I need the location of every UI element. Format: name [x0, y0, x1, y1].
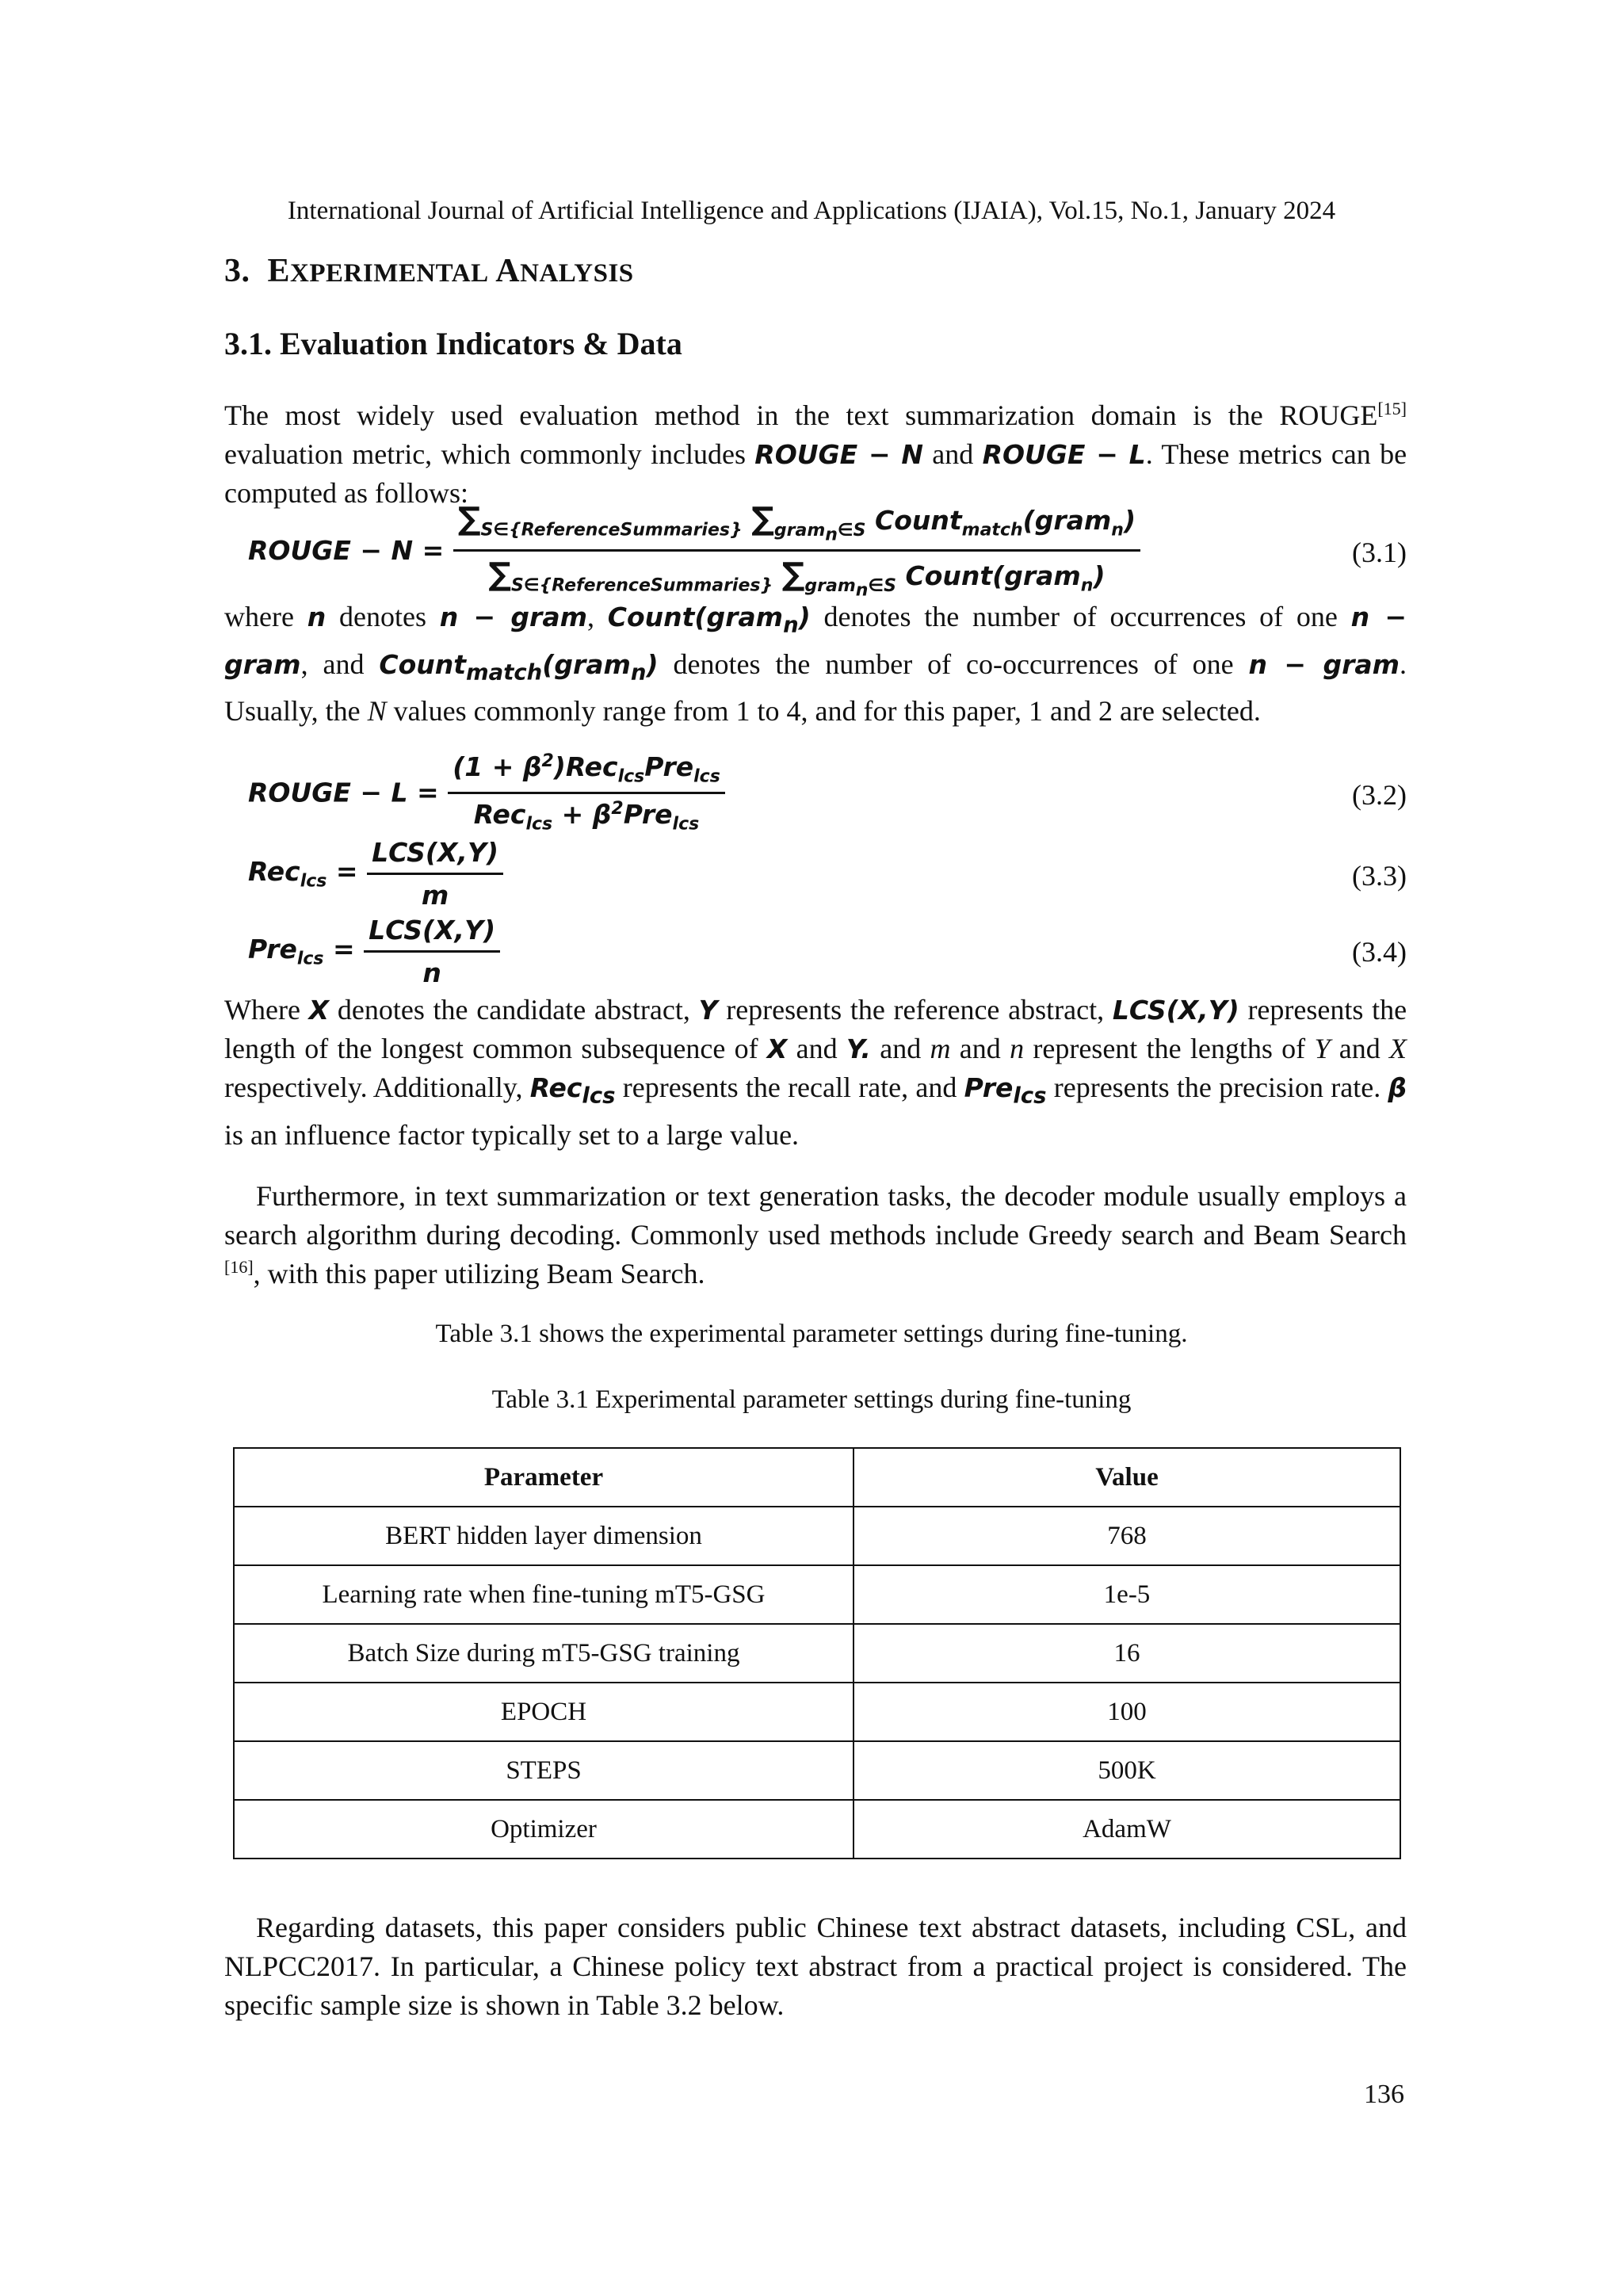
table-header-row [234, 1448, 1400, 1507]
where-paragraph-1: where n denotes n − gram, Count(gram$_n$) denotes the number of occurrences of one n − gram, and Count$_{match}$(gram$_n$) denotes the number of co-occurrences of one n − gram. Usually, the N values commonly range from 1 to 4, and for this paper, 1 and 2 are selected. [224, 601, 1407, 728]
math-rouge-l: ROUGE − L [982, 439, 1146, 470]
section-title-cap2: A [495, 253, 521, 289]
table-cell: 16 [854, 1624, 1400, 1683]
intro-paragraph [224, 396, 1407, 513]
table-cell: BERT hidden layer dimension [234, 1507, 854, 1565]
citation-15: [15] [1377, 399, 1407, 418]
eq1-lhs: ROUGE − N = [248, 534, 445, 566]
eq4-fraction: $\frac{\text{LCS(X,Y)}}{n}$ [364, 915, 500, 988]
parameter-table [233, 1447, 1401, 1859]
equation-3-4: Pre$_{lcs}$ = $\frac{\text{LCS(X,Y)}}{n}$ [248, 915, 500, 988]
table-row [234, 1624, 1400, 1683]
intro-text-2: evaluation metric, which commonly includes [224, 438, 746, 470]
subsection-title: 3.1. Evaluation Indicators & Data [224, 326, 682, 361]
equation-3-1 [248, 501, 1140, 600]
eq3-fraction: $\frac{\text{LCS(X,Y)}}{m}$ [367, 837, 503, 911]
equation-label-3-3: (3.3) [1352, 860, 1407, 892]
equation-label-3-2: (3.2) [1352, 779, 1407, 811]
intro-text-3: and [932, 438, 974, 470]
intro-text-1: The most widely used evaluation method in the text summarization domain is the ROUGE [224, 399, 1378, 431]
eq1-denominator: $\sum_{S\in\{ReferenceSummaries\}}$ $\sum_{gram_n\in S}$ Count(gram$_n$) [488, 556, 1106, 600]
section-title-rest2: NALYSIS [520, 259, 634, 288]
eq2-fraction: $\frac{(1 + \beta^2)Rec_{lcs}Pre_{lcs}}{Rec_{lcs} + \beta^2Pre_{lcs}}$ [448, 751, 725, 834]
section-title-cap1: E [267, 253, 291, 289]
table-cell: Learning rate when fine-tuning mT5-GSG [234, 1565, 854, 1624]
table-row [234, 1683, 1400, 1741]
eq1-fraction [453, 501, 1140, 600]
where-paragraph-2: Where X denotes the candidate abstract, Y represents the reference abstract, LCS(X,Y) represents the length of the longest common subsequence of X and Y. and m and n represent the lengths of Y and X respectively. Additionally, Rec$_{lcs}$ represents the recall rate, and Pre$_{lcs}$ represents the precision rate. β is an influence factor typically set to a large value. [224, 994, 1407, 1151]
math-rouge-n: ROUGE − N [754, 439, 923, 470]
section-title [224, 252, 634, 290]
table-cell: STEPS [234, 1741, 854, 1800]
decoding-paragraph: Furthermore, in text summarization or text generation tasks, the decoder module usually employs a search algorithm during decoding. Commonly used methods include Greedy search and Beam Search [16], with this paper utilizing Beam Search. [224, 1180, 1407, 1289]
citation-16: [16] [224, 1257, 254, 1277]
table-cell: 500K [854, 1741, 1400, 1800]
table-cell: Batch Size during mT5-GSG training [234, 1624, 854, 1683]
section-title-rest1: XPERIMENTAL [290, 259, 489, 288]
equation-3-2: ROUGE − L = $\frac{(1 + \beta^2)Rec_{lcs}Pre_{lcs}}{Rec_{lcs} + \beta^2Pre_{lcs}}$ [248, 751, 725, 834]
intro-text-4: . These metrics can be computed as follows: [224, 438, 1407, 509]
table-row [234, 1800, 1400, 1859]
equation-label-3-1: (3.1) [1352, 537, 1407, 568]
section-number: 3. [224, 253, 250, 289]
page-number: 136 [1364, 2080, 1404, 2109]
equation-label-3-4: (3.4) [1352, 936, 1407, 968]
table-row [234, 1507, 1400, 1565]
table-cell: Optimizer [234, 1800, 854, 1859]
table-cell: AdamW [854, 1800, 1400, 1859]
table-cell: 100 [854, 1683, 1400, 1741]
table-cell: 768 [854, 1507, 1400, 1565]
eq1-numerator: $\sum_{S\in\{ReferenceSummaries\}}$ $\sum_{gram_n\in S}$ Count$_{match}$(gram$_n$) [453, 501, 1140, 552]
table-cell: 1e-5 [854, 1565, 1400, 1624]
table-header-value: Value [854, 1448, 1400, 1507]
table-header-parameter: Parameter [234, 1448, 854, 1507]
table-row [234, 1741, 1400, 1800]
table-cell: EPOCH [234, 1683, 854, 1741]
equation-3-3: Rec$_{lcs}$ = $\frac{\text{LCS(X,Y)}}{m}$ [248, 837, 503, 911]
table-row [234, 1565, 1400, 1624]
table-intro: Table 3.1 shows the experimental parameter settings during fine-tuning. [435, 1320, 1188, 1348]
journal-header: International Journal of Artificial Intelligence and Applications (IJAIA), Vol.15, No.1, January 2024 [287, 197, 1336, 225]
datasets-paragraph: Regarding datasets, this paper considers public Chinese text abstract datasets, including CSL, and NLPCC2017. In particular, a Chinese policy text abstract from a practical project is considered. The specific sample size is shown in Table 3.2 below. [224, 1912, 1407, 2021]
table-caption: Table 3.1 Experimental parameter settings during fine-tuning [491, 1385, 1132, 1414]
